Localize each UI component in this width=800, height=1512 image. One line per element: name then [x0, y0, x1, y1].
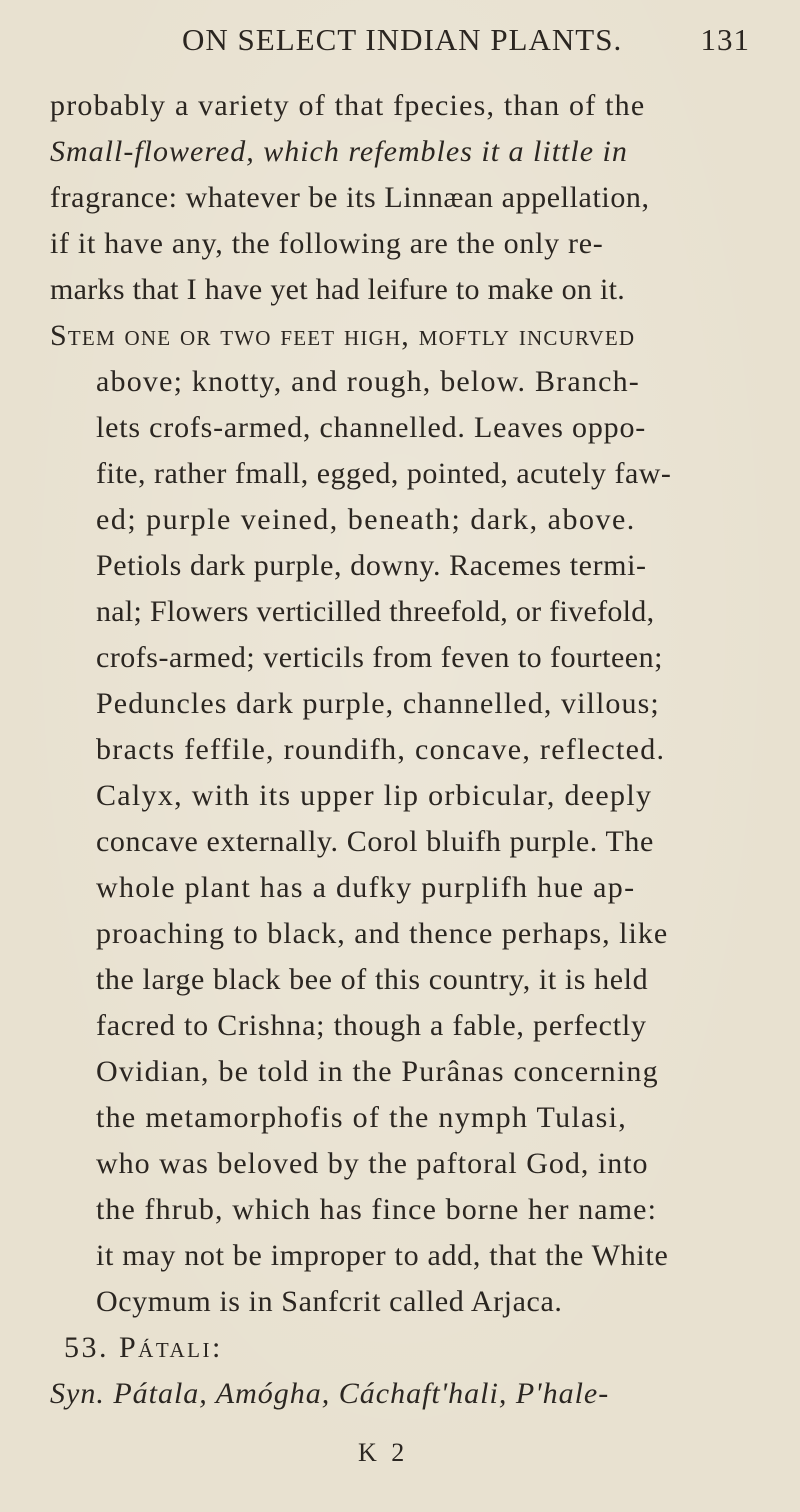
text-line: ed; purple veined, beneath; dark, above. — [96, 503, 636, 536]
text-line: probably a variety of that fpecies, than of the — [50, 89, 646, 122]
running-title: ON SELECT INDIAN PLANTS. — [182, 22, 623, 57]
text-line: Ovidian, be told in the Purânas concerning — [96, 1055, 659, 1088]
text-line: nal; Flowers verticilled threefold, or fivefold, — [96, 595, 655, 628]
text-line: concave externally. Corol bluifh purple. The — [96, 825, 654, 858]
text-line: whole plant has a dufky purplifh hue ap- — [96, 871, 636, 904]
running-head — [182, 18, 762, 62]
text-line: Ocymum is in Sanfcrit called Arjaca. — [96, 1285, 563, 1318]
signature-mark: K 2 — [358, 1438, 409, 1467]
page-number: 131 — [700, 22, 750, 57]
text-line: Syn. Pátala, Amógha, Cáchaft'hali, P'hale- — [50, 1377, 610, 1410]
text-line: Petiols dark purple, downy. Racemes termi- — [96, 549, 647, 582]
text-line: crofs-armed; verticils from feven to fourteen; — [96, 641, 663, 674]
text-line: the metamorphofis of the nymph Tulasi, — [96, 1101, 628, 1134]
text-line: Stem one or two feet high, moftly incurved — [50, 319, 636, 352]
text-line: facred to Crishna; though a fable, perfectly — [96, 1009, 647, 1042]
text-line: lets crofs-armed, channelled. Leaves oppo- — [96, 411, 647, 444]
text-line: who was beloved by the paftoral God, into — [96, 1147, 649, 1180]
text-line: the fhrub, which has fince borne her name: — [96, 1193, 658, 1226]
text-line: Small-flowered, which refembles it a little in — [50, 135, 628, 168]
text-line: fite, rather fmall, egged, pointed, acutely faw- — [96, 457, 672, 490]
section-heading: 53. Pátali: — [64, 1331, 223, 1364]
text-line: if it have any, the following are the only re- — [50, 227, 604, 260]
text-line: proaching to black, and thence perhaps, like — [96, 917, 669, 950]
text-line: it may not be improper to add, that the White — [96, 1239, 669, 1272]
text-line: Peduncles dark purple, channelled, villous; — [96, 687, 660, 720]
text-line: the large black bee of this country, it is held — [96, 963, 649, 996]
text-line: above; knotty, and rough, below. Branch- — [96, 365, 640, 398]
text-line: Calyx, with its upper lip orbicular, deeply — [96, 779, 653, 812]
text-line: fragrance: whatever be its Linnæan appellation, — [50, 181, 650, 214]
text-line: marks that I have yet had leifure to make on it. — [50, 273, 626, 306]
text-line: bracts feffile, roundifh, concave, reflected. — [96, 733, 666, 766]
